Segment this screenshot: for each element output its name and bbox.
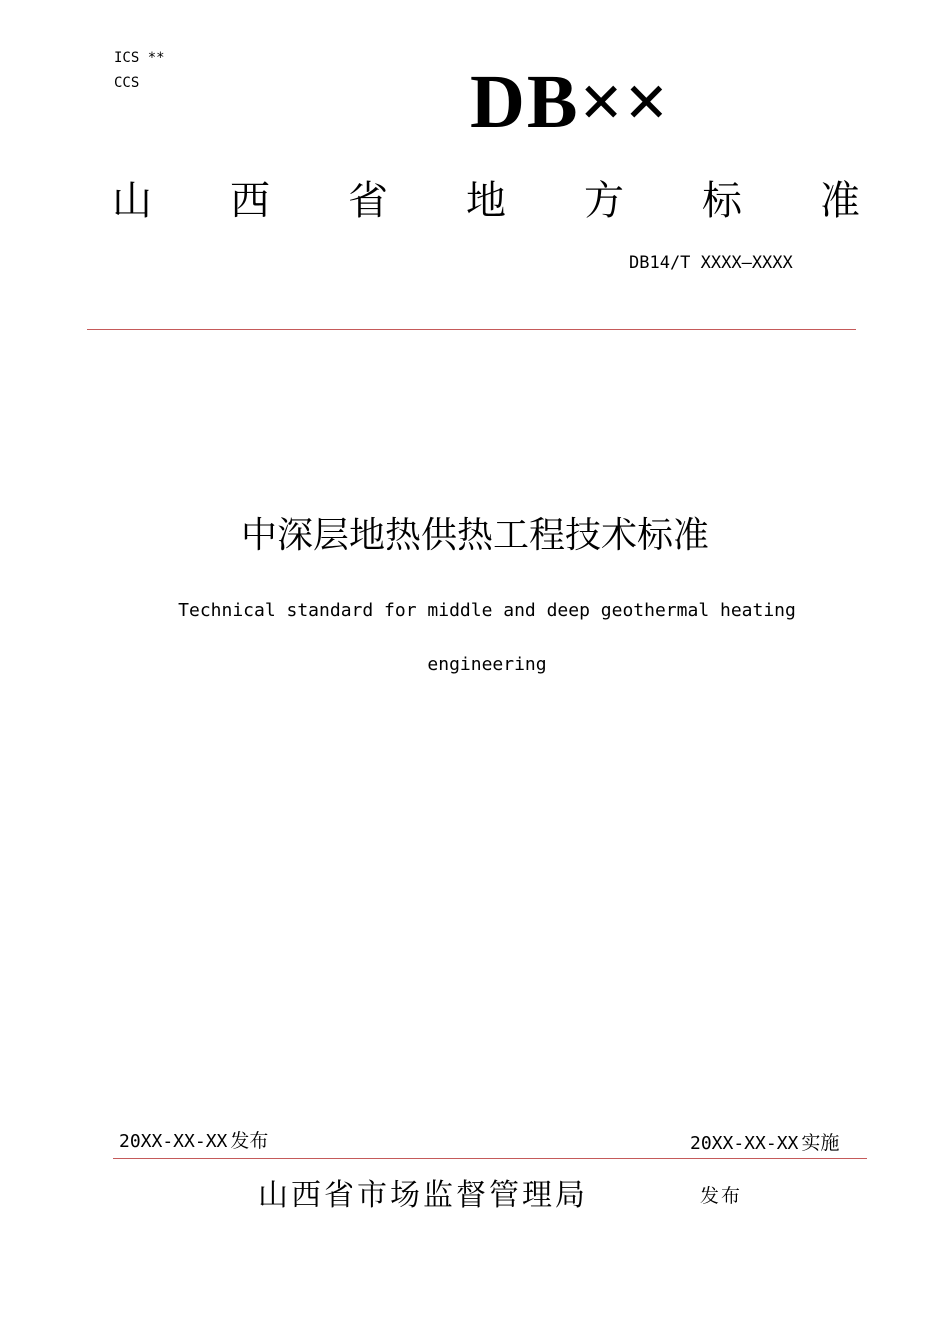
- province-standard-char: 方: [584, 178, 624, 224]
- bottom-divider: [113, 1158, 867, 1159]
- province-standard-char: 标: [702, 178, 742, 224]
- province-standard-char: 准: [820, 178, 860, 224]
- province-standard-char: 省: [348, 178, 388, 224]
- publish-label: 发布: [230, 1130, 269, 1152]
- db-logo: DB××: [470, 60, 671, 144]
- issuer-name: 山西省市场监督管理局: [258, 1178, 588, 1213]
- title-english-line2: engineering: [427, 654, 547, 675]
- issuer-suffix: 发布: [700, 1185, 743, 1207]
- standard-number: DB14/T XXXX—XXXX: [629, 253, 793, 273]
- publish-date: [119, 1130, 268, 1153]
- implement-date-value: 20XX-XX-XX: [690, 1133, 799, 1154]
- title-chinese: 中深层地热供热工程技术标准: [240, 515, 709, 556]
- top-divider: [87, 329, 856, 330]
- implement-date: [690, 1132, 839, 1155]
- ics-code: ICS **: [114, 50, 165, 66]
- title-english-line1: Technical standard for middle and deep geothermal heating: [178, 600, 796, 621]
- province-standard-heading: [112, 176, 860, 226]
- province-standard-char: 山: [112, 178, 152, 224]
- publish-date-value: 20XX-XX-XX: [119, 1131, 228, 1152]
- province-standard-char: 地: [466, 178, 506, 224]
- implement-label: 实施: [801, 1132, 840, 1154]
- ccs-code: CCS: [114, 75, 140, 91]
- province-standard-char: 西: [230, 178, 270, 224]
